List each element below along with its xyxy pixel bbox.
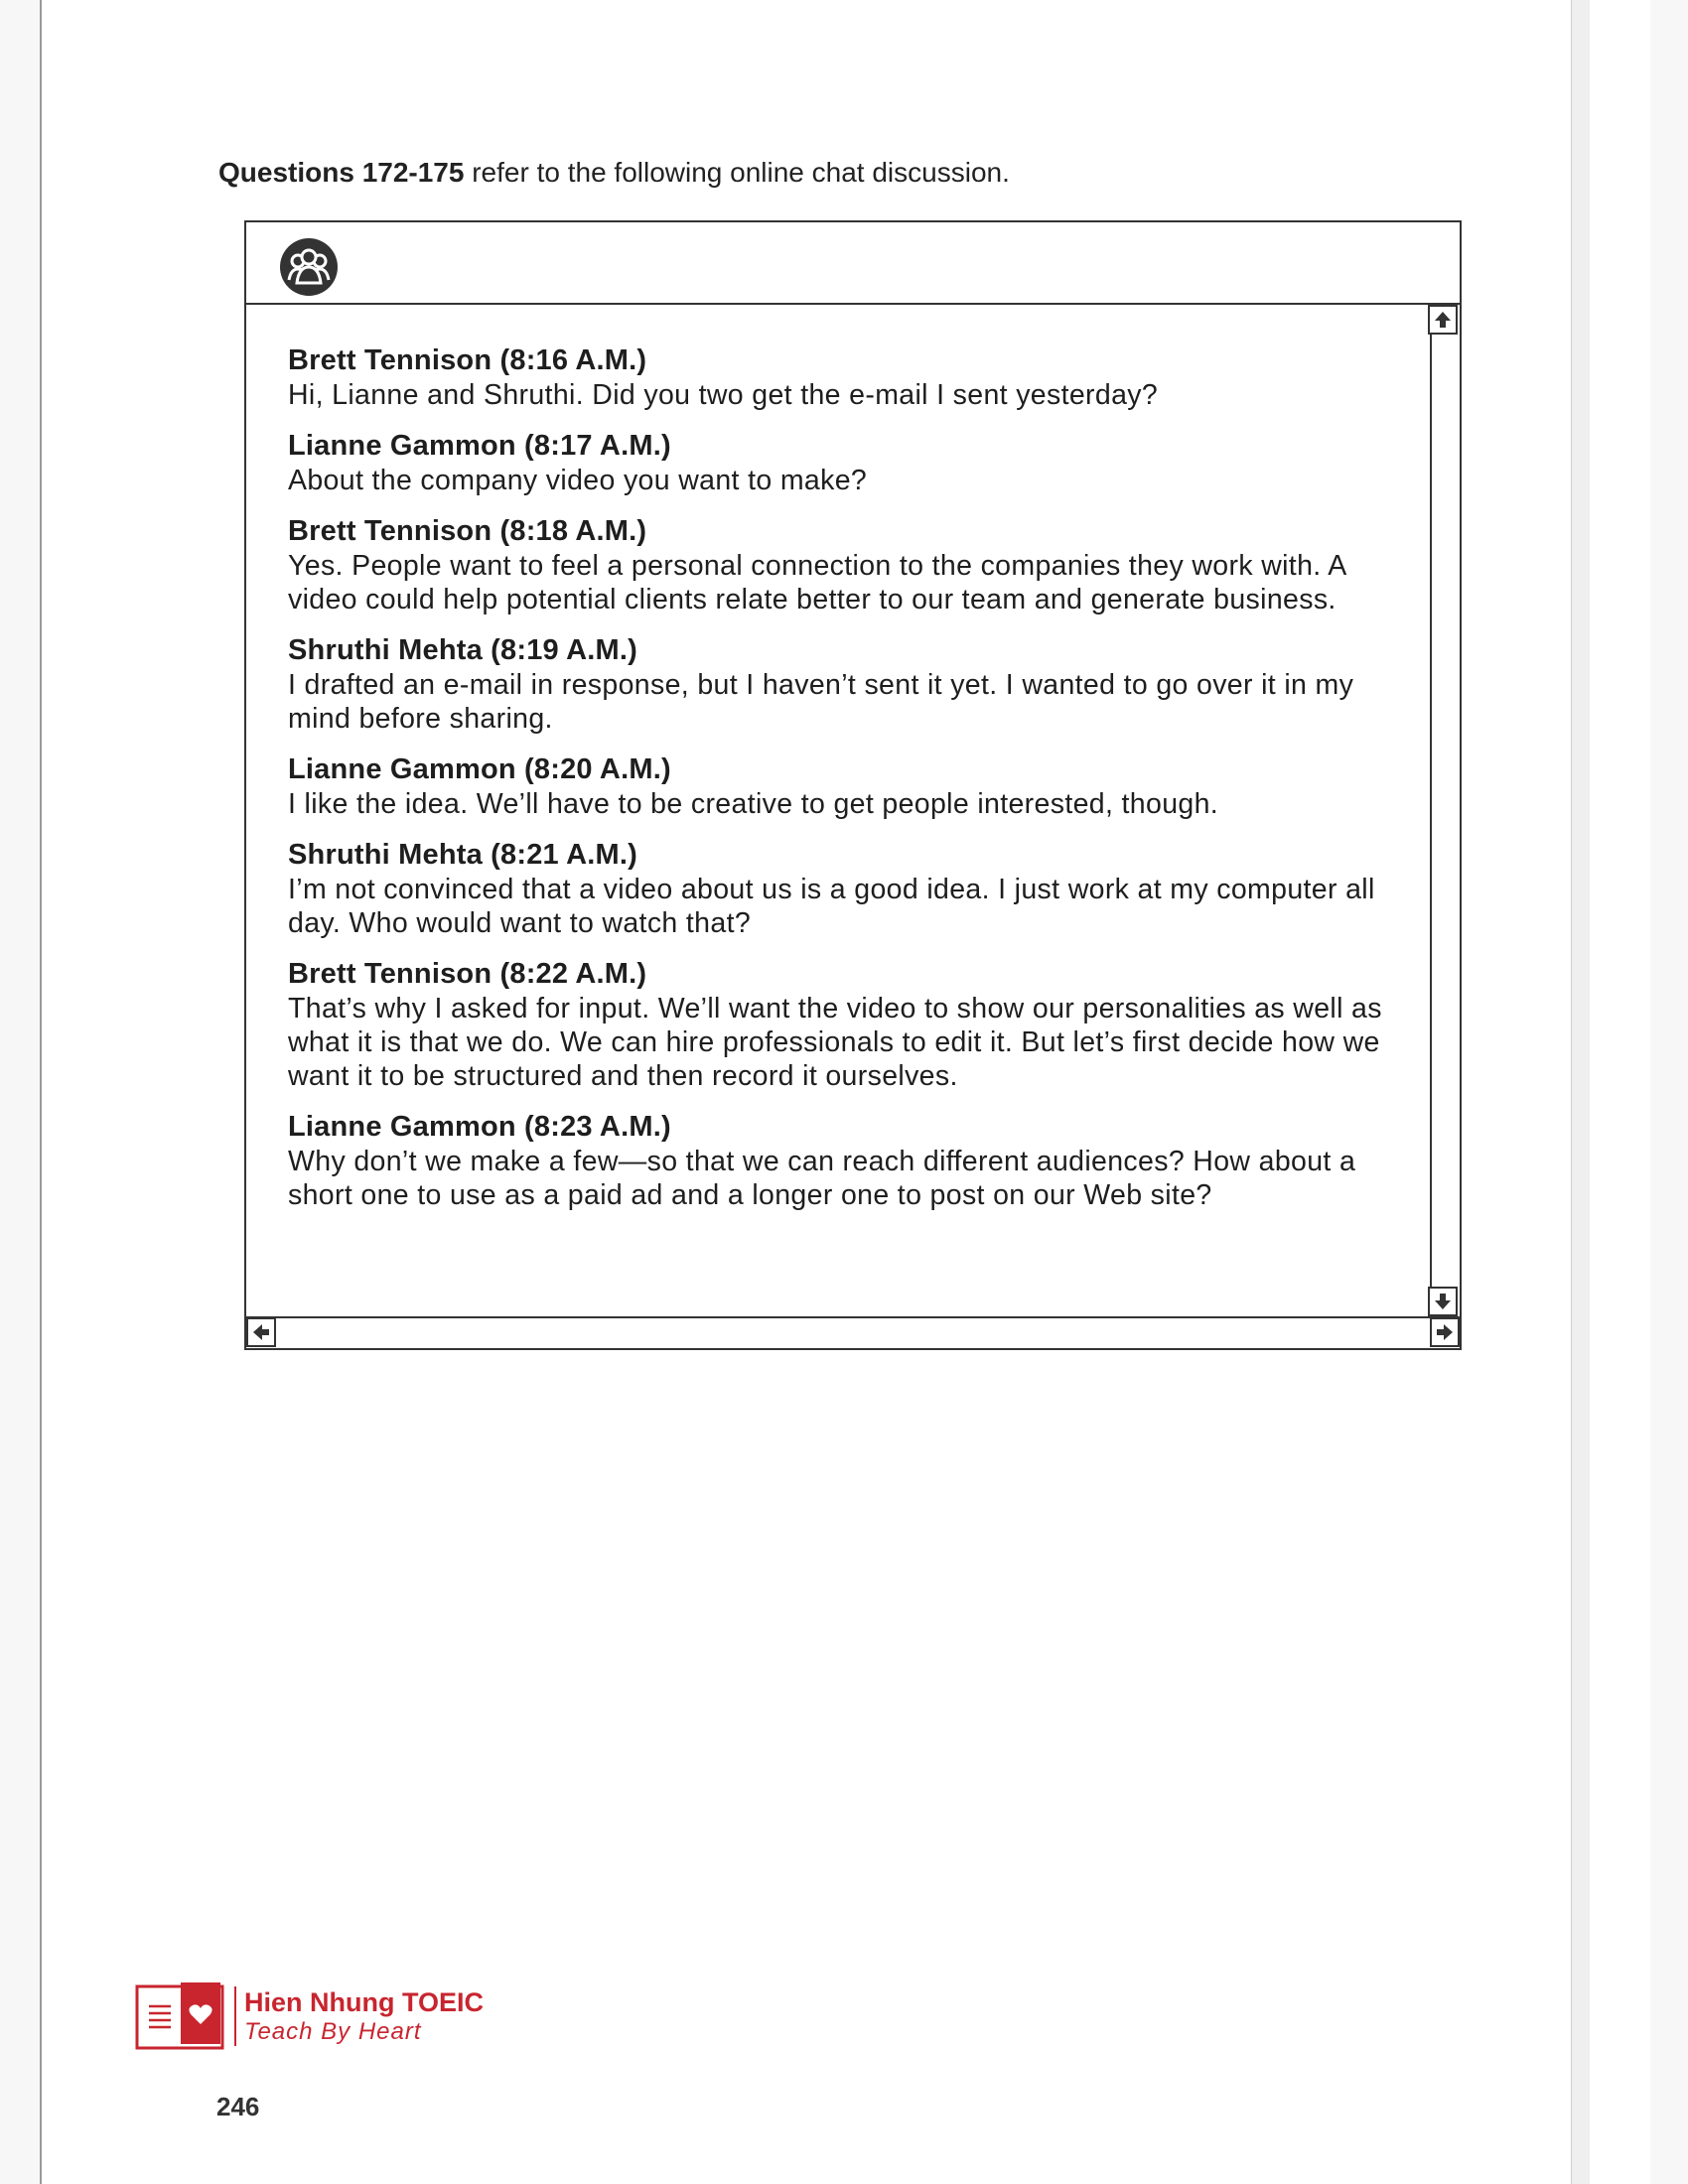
- chat-message: [288, 632, 1410, 736]
- chat-message: [288, 751, 1410, 821]
- message-text: Hi, Lianne and Shruthi. Did you two get the e-mail I sent yesterday?: [288, 379, 1159, 411]
- message-text: About the company video you want to make?: [288, 465, 868, 496]
- question-intro: [218, 157, 1010, 189]
- chat-message-area[interactable]: [246, 305, 1432, 1316]
- brand-tagline: Teach By Heart: [244, 2018, 422, 2045]
- chat-message: [288, 513, 1410, 616]
- message-sender: Lianne Gammon (8:20 A.M.): [288, 753, 671, 785]
- message-sender: Brett Tennison (8:18 A.M.): [288, 515, 647, 547]
- message-text: I’m not convinced that a video about us is a good idea. I just work at my computer all day. Who would want to watch that?: [288, 874, 1375, 939]
- chat-header: [246, 222, 1460, 305]
- arrow-left-icon: [252, 1323, 270, 1341]
- question-range: Questions 172-175: [218, 157, 465, 188]
- chat-message: [288, 837, 1410, 940]
- message-sender: Brett Tennison (8:22 A.M.): [288, 958, 647, 990]
- message-text: I drafted an e-mail in response, but I haven’t sent it yet. I wanted to go over it in my mind before sharing.: [288, 669, 1354, 735]
- arrow-down-icon: [1434, 1293, 1452, 1310]
- scroll-right-button[interactable]: [1430, 1317, 1460, 1347]
- question-intro-text: refer to the following online chat discussion.: [464, 157, 1010, 188]
- chat-message: [288, 1109, 1410, 1212]
- scroll-down-button[interactable]: [1428, 1287, 1458, 1316]
- message-sender: Lianne Gammon (8:23 A.M.): [288, 1111, 671, 1143]
- message-text: Why don’t we make a few—so that we can reach different audiences? How about a short one to use as a paid ad and a longer one to post on our Web site?: [288, 1146, 1356, 1211]
- scroll-left-button[interactable]: [246, 1317, 276, 1347]
- scroll-up-button[interactable]: [1428, 305, 1458, 335]
- message-sender: Shruthi Mehta (8:19 A.M.): [288, 634, 637, 666]
- group-people-icon: [280, 238, 338, 296]
- book-heart-logo-icon: [135, 1980, 224, 2052]
- message-text: I like the idea. We’ll have to be creative to get people interested, though.: [288, 788, 1219, 820]
- brand-block: [234, 1986, 484, 2046]
- message-sender: Shruthi Mehta (8:21 A.M.): [288, 839, 637, 871]
- page-edge: [1571, 0, 1590, 2184]
- chat-message: [288, 428, 1410, 497]
- arrow-up-icon: [1434, 311, 1452, 329]
- arrow-right-icon: [1436, 1323, 1454, 1341]
- horizontal-scrollbar[interactable]: [246, 1316, 1460, 1348]
- message-text: That’s why I asked for input. We’ll want the video to show our personalities as well as what it is that we do. We can hire professionals to edit it. But let’s first decide how we want it to be structured and then record it ourselves.: [288, 993, 1382, 1092]
- chat-message: [288, 956, 1410, 1093]
- chat-window: [244, 220, 1462, 1350]
- message-text: Yes. People want to feel a personal connection to the companies they work with. A video could help potential clients relate better to our team and generate business.: [288, 550, 1346, 615]
- page-number: 246: [216, 2092, 260, 2121]
- chat-message: [288, 342, 1410, 412]
- vertical-scrollbar[interactable]: [1428, 305, 1460, 1316]
- message-list: [288, 342, 1410, 1228]
- message-sender: Lianne Gammon (8:17 A.M.): [288, 430, 671, 462]
- message-sender: Brett Tennison (8:16 A.M.): [288, 344, 647, 376]
- brand-name: Hien Nhung TOEIC: [244, 1987, 484, 2017]
